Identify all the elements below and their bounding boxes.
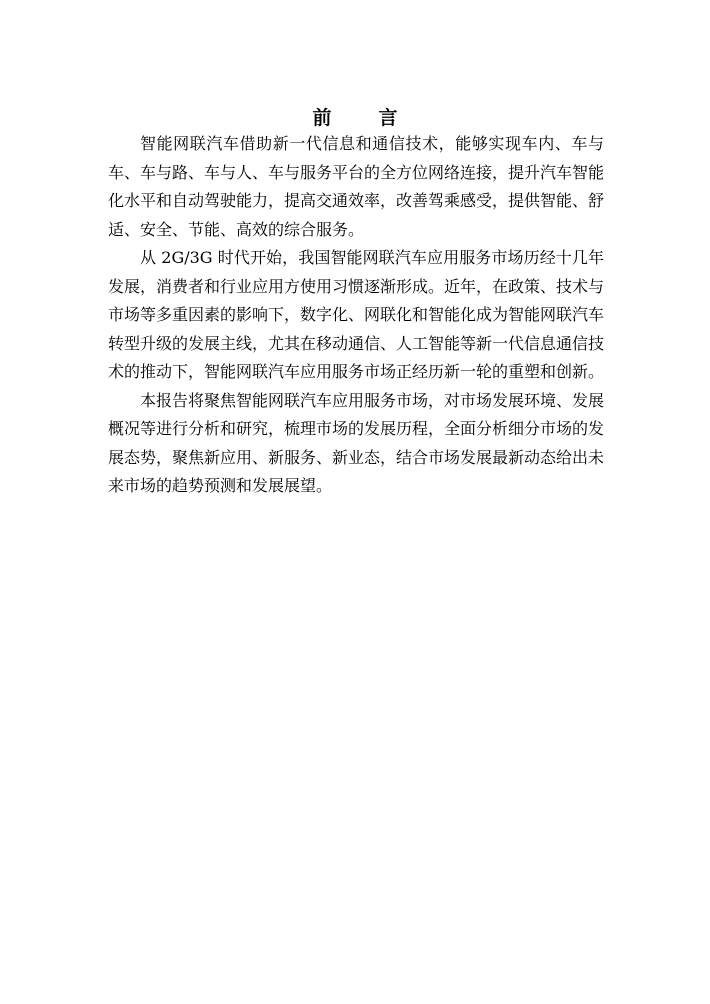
paragraph-2: 从 2G/3G 时代开始，我国智能网联汽车应用服务市场历经十几年发展，消费者和行业应用方使用习惯逐渐形成。近年，在政策、技术与市场等多重因素的影响下，数字化、网联化和智能化成为智能网联汽车转型升级的发展主线，尤其在移动通信、人工智能等新一代信息通信技术的推动下，智能网联汽车应用服务市场正经历新一轮的重塑和创新。 [108, 248, 605, 381]
preface-body [108, 130, 604, 501]
paragraph-1: 智能网联汽车借助新一代信息和通信技术，能够实现车内、车与车、车与路、车与人、车与服务平台的全方位网络连接，提升汽车智能化水平和自动驾驶能力，提高交通效率，改善驾乘感受，提供智能、舒适、安全、节能、高效的综合服务。 [108, 134, 605, 239]
paragraph-3: 本报告将聚焦智能网联汽车应用服务市场，对市场发展环境、发展概况等进行分析和研究，梳理市场的发展历程，全面分析细分市场的发展态势，聚焦新应用、新服务、新业态，结合市场发展最新动态给出未来市场的趋势预测和发展展望。 [108, 390, 605, 495]
page-title: 前 言 [312, 106, 412, 129]
